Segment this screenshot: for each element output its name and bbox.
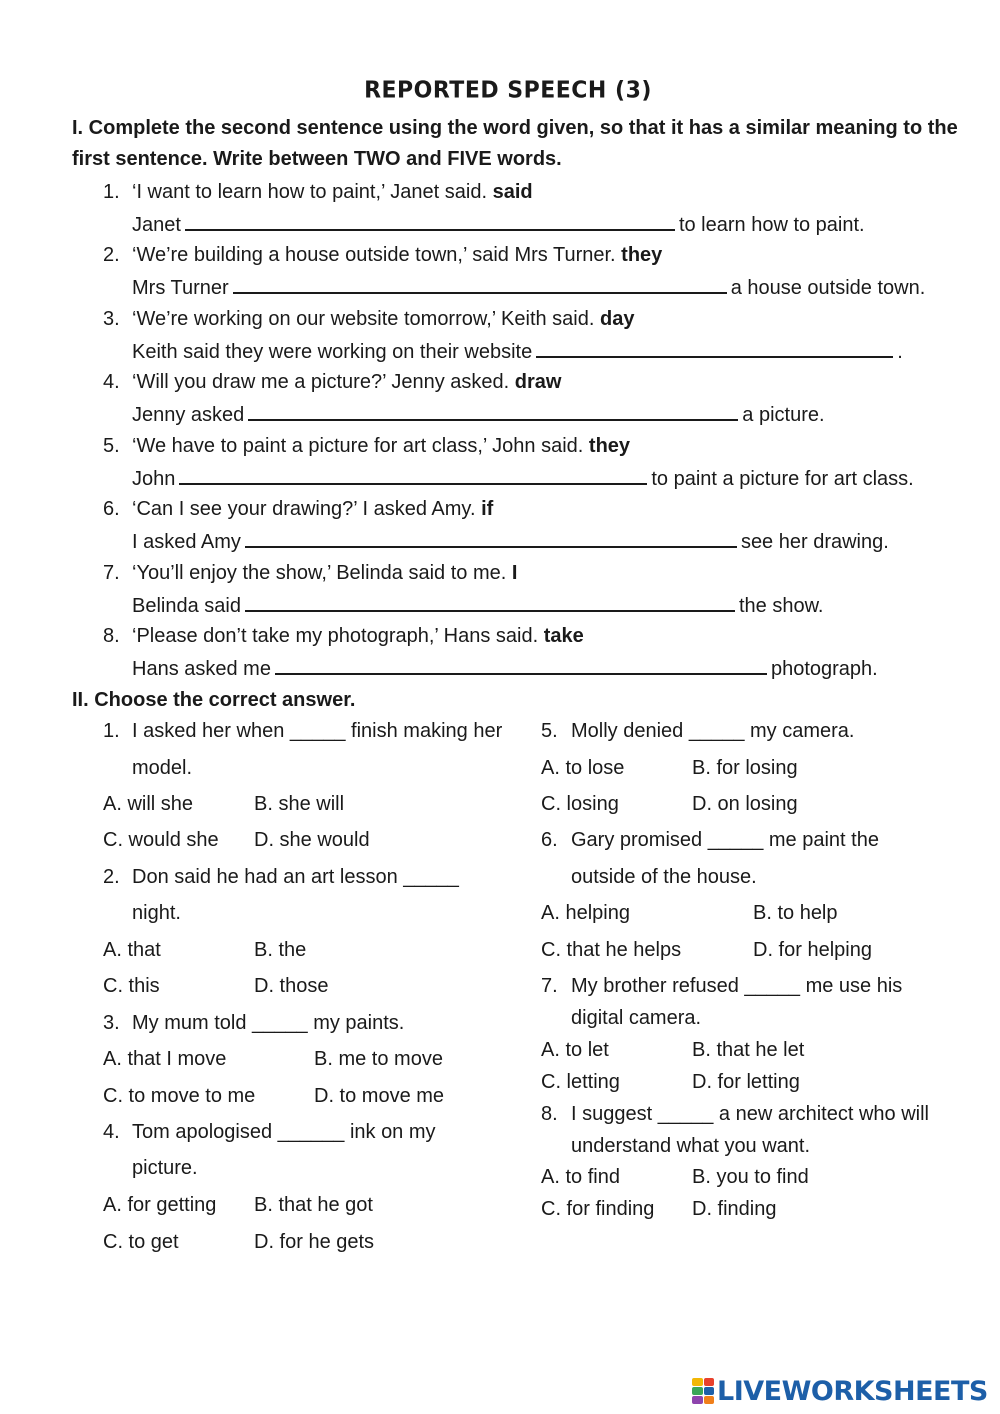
option-a[interactable]: A. will she (103, 793, 194, 815)
original-sentence: ‘We’re working on our website tomorrow,’ Keith said. day (132, 308, 635, 330)
option-d[interactable]: D. finding (692, 1198, 777, 1220)
option-b[interactable]: B. for losing (692, 757, 798, 779)
original-sentence: ‘We’re building a house outside town,’ said Mrs Turner. they (132, 244, 663, 266)
rewrite-prefix: Janet (132, 214, 181, 236)
option-d[interactable]: D. for letting (692, 1071, 800, 1093)
question-line1: Tom apologised ______ ink on my (132, 1121, 436, 1143)
section2-heading: II. Choose the correct answer. (72, 689, 356, 711)
answer-blank[interactable] (536, 338, 893, 358)
option-d[interactable]: D. she would (254, 829, 370, 851)
option-c[interactable]: C. losing (541, 793, 619, 815)
option-d[interactable]: D. to move me (314, 1085, 445, 1107)
answer-blank[interactable] (179, 465, 647, 485)
option-c[interactable]: C. to move to me (103, 1085, 256, 1107)
option-a[interactable]: A. to find (541, 1166, 620, 1188)
item-number: 2. (103, 244, 120, 266)
rewrite-line (132, 465, 914, 491)
keyword: I (511, 562, 518, 584)
rewrite-suffix: a picture. (742, 404, 825, 426)
option-d[interactable]: D. for helping (753, 939, 872, 961)
item-number: 5. (103, 435, 120, 457)
option-b[interactable]: B. that he let (692, 1039, 805, 1061)
original-sentence: ‘Will you draw me a picture?’ Jenny asked. draw (132, 371, 562, 393)
answer-blank[interactable] (245, 528, 737, 548)
question-line1: Molly denied _____ my camera. (571, 720, 855, 742)
question-number: 1. (103, 720, 120, 742)
question-number: 7. (541, 975, 558, 997)
original-sentence: ‘We have to paint a picture for art class,’ John said. they (132, 435, 631, 457)
answer-blank[interactable] (275, 655, 767, 675)
rewrite-suffix: photograph. (770, 658, 878, 680)
option-b[interactable]: B. the (254, 939, 307, 961)
original-sentence: ‘You’ll enjoy the show,’ Belinda said to me. I (132, 562, 518, 584)
rewrite-suffix: see her drawing. (740, 531, 889, 553)
option-a[interactable]: A. to let (541, 1039, 609, 1061)
option-c[interactable]: C. to get (103, 1231, 179, 1253)
answer-blank[interactable] (185, 211, 675, 231)
keyword: said (492, 181, 533, 203)
option-b[interactable]: B. me to move (314, 1048, 443, 1070)
rewrite-line (132, 338, 903, 364)
item-number: 6. (103, 498, 120, 520)
option-c[interactable]: C. that he helps (541, 939, 682, 961)
rewrite-prefix: I asked Amy (132, 531, 241, 553)
option-d[interactable]: D. those (254, 975, 329, 997)
rewrite-line (132, 274, 925, 300)
question-line2: digital camera. (571, 1007, 702, 1029)
option-b[interactable]: B. she will (254, 793, 345, 815)
rewrite-prefix: Mrs Turner (132, 277, 229, 299)
question-number: 4. (103, 1121, 120, 1143)
option-d[interactable]: D. on losing (692, 793, 798, 815)
option-b[interactable]: B. you to find (692, 1166, 809, 1188)
question-number: 2. (103, 866, 120, 888)
option-c[interactable]: C. for finding (541, 1198, 655, 1220)
keyword: take (543, 625, 584, 647)
rewrite-prefix: John (132, 468, 176, 490)
option-c[interactable]: C. would she (103, 829, 219, 851)
original-sentence: ‘Please don’t take my photograph,’ Hans said. take (132, 625, 584, 647)
option-d[interactable]: D. for he gets (254, 1231, 375, 1253)
option-a[interactable]: A. that (103, 939, 161, 961)
page-title: REPORTED SPEECH (3) (364, 77, 652, 104)
answer-blank[interactable] (245, 592, 735, 612)
answer-blank[interactable] (233, 274, 727, 294)
question-line1: My mum told _____ my paints. (132, 1012, 405, 1034)
rewrite-prefix: Hans asked me (132, 658, 271, 680)
item-number: 7. (103, 562, 120, 584)
question-line2: understand what you want. (571, 1135, 811, 1157)
rewrite-line (132, 211, 865, 237)
question-number: 8. (541, 1103, 558, 1125)
original-sentence: ‘Can I see your drawing?’ I asked Amy. if (132, 498, 494, 520)
item-number: 1. (103, 181, 120, 203)
section1-heading-line2: first sentence. Write between TWO and FIVE words. (72, 148, 562, 170)
option-a[interactable]: A. that I move (103, 1048, 227, 1070)
keyword: day (599, 308, 635, 330)
option-b[interactable]: B. that he got (254, 1194, 373, 1216)
option-a[interactable]: A. for getting (103, 1194, 217, 1216)
rewrite-line (132, 655, 878, 681)
liveworksheets-logo-icon (692, 1378, 714, 1404)
rewrite-suffix: to learn how to paint. (678, 214, 865, 236)
question-line2: model. (132, 757, 193, 779)
rewrite-prefix: Belinda said (132, 595, 241, 617)
keyword: they (588, 435, 631, 457)
rewrite-line (132, 592, 823, 618)
rewrite-suffix: a house outside town. (730, 277, 926, 299)
question-line2: night. (132, 902, 181, 924)
option-b[interactable]: B. to help (753, 902, 838, 924)
keyword: if (481, 498, 494, 520)
item-number: 3. (103, 308, 120, 330)
option-c[interactable]: C. letting (541, 1071, 620, 1093)
liveworksheets-logo[interactable] (692, 1376, 988, 1406)
rewrite-suffix: the show. (738, 595, 824, 617)
option-c[interactable]: C. this (103, 975, 160, 997)
brand-name: LIVEWORKSHEETS (717, 1375, 988, 1407)
question-line1: My brother refused _____ me use his (571, 975, 903, 997)
question-number: 5. (541, 720, 558, 742)
question-line2: outside of the house. (571, 866, 757, 888)
keyword: they (621, 244, 663, 266)
question-line1: I asked her when _____ finish making her (132, 720, 503, 742)
question-line1: Don said he had an art lesson _____ (132, 866, 459, 888)
rewrite-prefix: Keith said they were working on their website (132, 341, 533, 363)
rewrite-line (132, 401, 825, 427)
question-number: 3. (103, 1012, 120, 1034)
answer-blank[interactable] (248, 401, 738, 421)
item-number: 8. (103, 625, 120, 647)
option-a[interactable]: A. to lose (541, 757, 625, 779)
keyword: draw (514, 371, 562, 393)
question-line1: I suggest _____ a new architect who will (571, 1103, 929, 1125)
rewrite-suffix: to paint a picture for art class. (651, 468, 914, 490)
section1-heading-line1: I. Complete the second sentence using the word given, so that it has a similar meaning to the (72, 117, 958, 139)
question-line2: picture. (132, 1157, 198, 1179)
question-line1: Gary promised _____ me paint the (571, 829, 879, 851)
question-number: 6. (541, 829, 558, 851)
original-sentence: ‘I want to learn how to paint,’ Janet said. said (132, 181, 533, 203)
item-number: 4. (103, 371, 120, 393)
rewrite-prefix: Jenny asked (132, 404, 245, 426)
rewrite-suffix: . (897, 341, 903, 363)
option-a[interactable]: A. helping (541, 902, 630, 924)
rewrite-line (132, 528, 889, 554)
